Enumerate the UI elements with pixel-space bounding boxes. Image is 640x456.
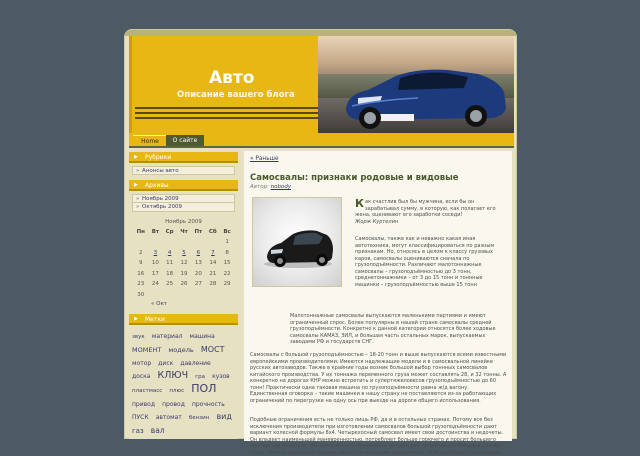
widget-title-rubrics <box>129 152 238 163</box>
calendar-prev-link[interactable]: « Окт <box>151 301 167 307</box>
tag-link[interactable]: вал <box>150 426 165 435</box>
calendar-day: 30 <box>137 291 145 298</box>
calendar-day: 25 <box>166 281 174 288</box>
calendar-day <box>191 290 205 301</box>
calendar-day: 23 <box>137 281 145 288</box>
calendar-day <box>206 290 221 301</box>
widget-title-label: Архивы <box>145 182 169 189</box>
tag-link[interactable]: машина <box>189 333 215 340</box>
post-paragraph: Подобные ограничения есть не только лишь РФ, да и в остальных странах. Потому все без исключения производители при изготовлении самосвалов большой грузоподъёмности дают вариант колесной формулы 8х4. Четырехосный самосвал имеет свои достоинства и недочеты. Он владеет наименьшей маневренностью, потребляет больше горючего и просит большего мастерства водителя. Но, возможность перевозить за один раз существенно больший размер груза, чем на трехосной машине является неплохим аргументом, чтоб приобрести самосвалы <box>250 417 504 456</box>
tag-link[interactable]: модель <box>168 346 194 354</box>
post-title[interactable]: Самосвалы: признаки родовые и видовые <box>250 173 459 183</box>
calendar-day <box>206 237 221 248</box>
tag-link[interactable]: привод <box>132 401 155 408</box>
calendar-day: 12 <box>180 260 188 267</box>
header-divider <box>135 117 320 119</box>
widget-title-tags <box>129 314 238 325</box>
post-paragraph: Малотоннажные самосвалы выпускаются маленькими партиями и имеют ограниченный спрос. Более популярны в нашей стране самосвалы средней грузоподъёмности. Конкретно к данной категории относятся более ходовые самосвалы КАМАЗ, ЗИЛ, и большая часть остальных марок, выпускаемых заводами РФ и государств СНГ. <box>290 313 496 345</box>
page-frame <box>124 29 517 456</box>
calendar-day[interactable]: 6 <box>196 249 201 256</box>
calendar-day[interactable]: 5 <box>182 249 186 256</box>
tab-home[interactable]: Home <box>133 135 167 146</box>
tag-link[interactable]: МОМЕНТ <box>132 346 162 354</box>
tag-link[interactable]: вид <box>216 412 232 421</box>
header-divider <box>135 107 320 109</box>
tag-link[interactable]: МОСТ <box>200 345 225 354</box>
tag-link[interactable]: автомат <box>155 414 182 421</box>
calendar-day: 16 <box>137 270 145 277</box>
calendar-day: 19 <box>180 270 188 277</box>
archive-link[interactable]: Ноябрь 2009 <box>142 196 179 202</box>
rubric-link[interactable]: Анонсы авто <box>142 168 179 174</box>
calendar-day: 1 <box>225 239 229 246</box>
widget-arrow-icon: ▶ <box>134 316 138 322</box>
tag-link[interactable]: ПОЛ <box>191 382 217 395</box>
calendar-weekday: Пт <box>194 229 203 235</box>
calendar-weekday: Ср <box>165 229 174 235</box>
archive-item[interactable] <box>132 194 235 203</box>
tag-link[interactable]: гра <box>195 374 206 380</box>
post-car-image <box>252 197 342 287</box>
widget-title-archives <box>129 180 238 191</box>
bullet-icon: » <box>136 168 140 174</box>
calendar-weekday: Чт <box>180 229 188 235</box>
tag-link[interactable]: кузов <box>212 373 230 380</box>
post-quote <box>355 199 505 225</box>
archive-item[interactable] <box>132 203 235 212</box>
header-divider <box>135 112 320 114</box>
calendar-day <box>162 237 177 248</box>
calendar-widget <box>129 216 238 313</box>
tag-link[interactable]: ПУСК <box>132 414 149 421</box>
calendar-table <box>133 227 234 300</box>
tag-link[interactable]: плюс <box>169 388 185 394</box>
tag-link[interactable]: доска <box>132 373 151 380</box>
calendar-caption: Ноябрь 2009 <box>165 219 202 225</box>
main-content <box>244 151 512 456</box>
tag-link[interactable]: КЛЮЧ <box>157 370 189 381</box>
calendar-day[interactable]: 3 <box>153 249 158 256</box>
widget-arrow-icon: ▶ <box>134 154 138 160</box>
drop-cap: К <box>355 197 364 210</box>
older-posts-link[interactable]: « Раньше <box>250 156 279 162</box>
calendar-day: 21 <box>209 270 217 277</box>
calendar-day <box>177 290 191 301</box>
calendar-weekday: Вс <box>223 229 231 235</box>
calendar-day: 24 <box>151 281 159 288</box>
header-car-photo <box>318 36 514 133</box>
calendar-day: 18 <box>166 270 174 277</box>
tag-link[interactable]: прочность <box>191 401 225 408</box>
sidebar <box>129 151 238 451</box>
post-paragraph: Самосвалы с большой грузоподъёмностью – 18-20 тонн и выше выпускаются всеми известными европейскими производителями. Имеются надлежащие модели и в самосвальной линейке русских автозаводов. Также в крайние годы возник большой выбор тоннных самосвалов китайского производства. У их тоннажа переменного груза может составлять 28, и 32 тонны. А конкретно на дорогах КНР можно встретить и супертяжеловесов грузоподъёмностью до 60 тонн! Практически одна таковая машина по грузоподъёмности равна ж/д вагону. Единственная оговорка – такие машинки в нашу страну не поставляются из-за работающих ограничений по перегрузке на одну ось при выезде на дороги общего использования. <box>250 352 507 404</box>
calendar-weekday: Пн <box>136 229 145 235</box>
calendar-day: 2 <box>139 249 143 256</box>
calendar-day: 14 <box>209 260 217 267</box>
widget-title-label: Рубрики <box>145 154 172 161</box>
car-image-icon <box>253 198 343 288</box>
calendar-day: 22 <box>223 270 231 277</box>
site-title[interactable]: Авто <box>209 68 255 88</box>
calendar-day <box>149 237 163 248</box>
calendar-day[interactable]: 4 <box>167 249 172 256</box>
tag-link[interactable]: бензин <box>188 415 210 421</box>
calendar-day: 26 <box>180 281 188 288</box>
car-icon <box>318 36 514 133</box>
post-paragraph: Самосвалы, также как и неважно какая иная автотехника, могут классифицироваться по разным признакам. Но, относясь в целом к классу грузовых каров, самосвалы оцениваются сначала по грузоподъёмности. Различают малотоннажные самосвалы – грузоподъёмностью до 3 тонн, среднетоннажники – от 3 до 15 тонн и тоннные машинки – грузоподъёмностью выше 15 тонн <box>355 236 495 288</box>
calendar-day <box>177 237 191 248</box>
tag-link[interactable]: диск <box>158 360 174 367</box>
calendar-day <box>133 237 149 248</box>
tag-link[interactable]: материал <box>151 333 183 340</box>
tag-cloud <box>129 325 238 439</box>
author-link[interactable]: nobody <box>270 184 292 190</box>
calendar-day: 17 <box>151 270 159 277</box>
tab-about[interactable]: О сайте <box>166 135 204 146</box>
calendar-day: 20 <box>194 270 202 277</box>
author-label: Автор: <box>250 184 269 190</box>
calendar-day: 13 <box>194 260 202 267</box>
main-nav <box>129 133 514 146</box>
calendar-day: 10 <box>151 260 159 267</box>
archives-list <box>129 191 238 216</box>
calendar-day: 27 <box>194 281 202 288</box>
widget-arrow-icon: ▶ <box>134 182 138 188</box>
calendar-day: 8 <box>225 249 229 256</box>
calendar-day[interactable]: 7 <box>211 249 215 256</box>
rubric-item[interactable] <box>132 166 235 175</box>
bullet-icon: » <box>136 196 140 202</box>
calendar-day: 9 <box>139 260 143 267</box>
nav-underline <box>129 146 514 148</box>
calendar-day <box>220 290 234 301</box>
tag-link[interactable]: звук <box>132 334 145 340</box>
calendar-day: 11 <box>166 260 174 267</box>
archive-link[interactable]: Октябрь 2009 <box>142 204 183 210</box>
calendar-day: 15 <box>223 260 231 267</box>
calendar-weekday: Сб <box>208 229 217 235</box>
post-author <box>250 184 291 190</box>
tag-link[interactable]: пластмасс <box>132 388 163 394</box>
tag-link[interactable]: мотор <box>132 360 152 367</box>
site-header <box>129 36 514 133</box>
calendar-day: 29 <box>223 281 231 288</box>
rubrics-list <box>129 163 238 179</box>
tag-link[interactable]: давление <box>180 360 211 367</box>
tag-link[interactable]: провод <box>162 401 185 408</box>
calendar-day <box>162 290 177 301</box>
quote-text: ак счастлив был бы мужчина, если бы он зарабатывал сумму, в которую, как полагает его жена, оценивают его заработки соседи! <box>355 199 496 218</box>
calendar-day: 28 <box>209 281 217 288</box>
calendar-day <box>149 290 163 301</box>
header-edge <box>129 36 132 133</box>
quote-signature: Жорж Куртелин <box>355 218 399 225</box>
tag-link[interactable]: газ <box>132 427 144 435</box>
calendar-weekday: Вт <box>151 229 160 235</box>
calendar-day <box>191 237 205 248</box>
widget-title-label: Метки <box>145 316 165 323</box>
site-description: Описание вашего блога <box>177 90 295 100</box>
bullet-icon: » <box>136 204 140 210</box>
